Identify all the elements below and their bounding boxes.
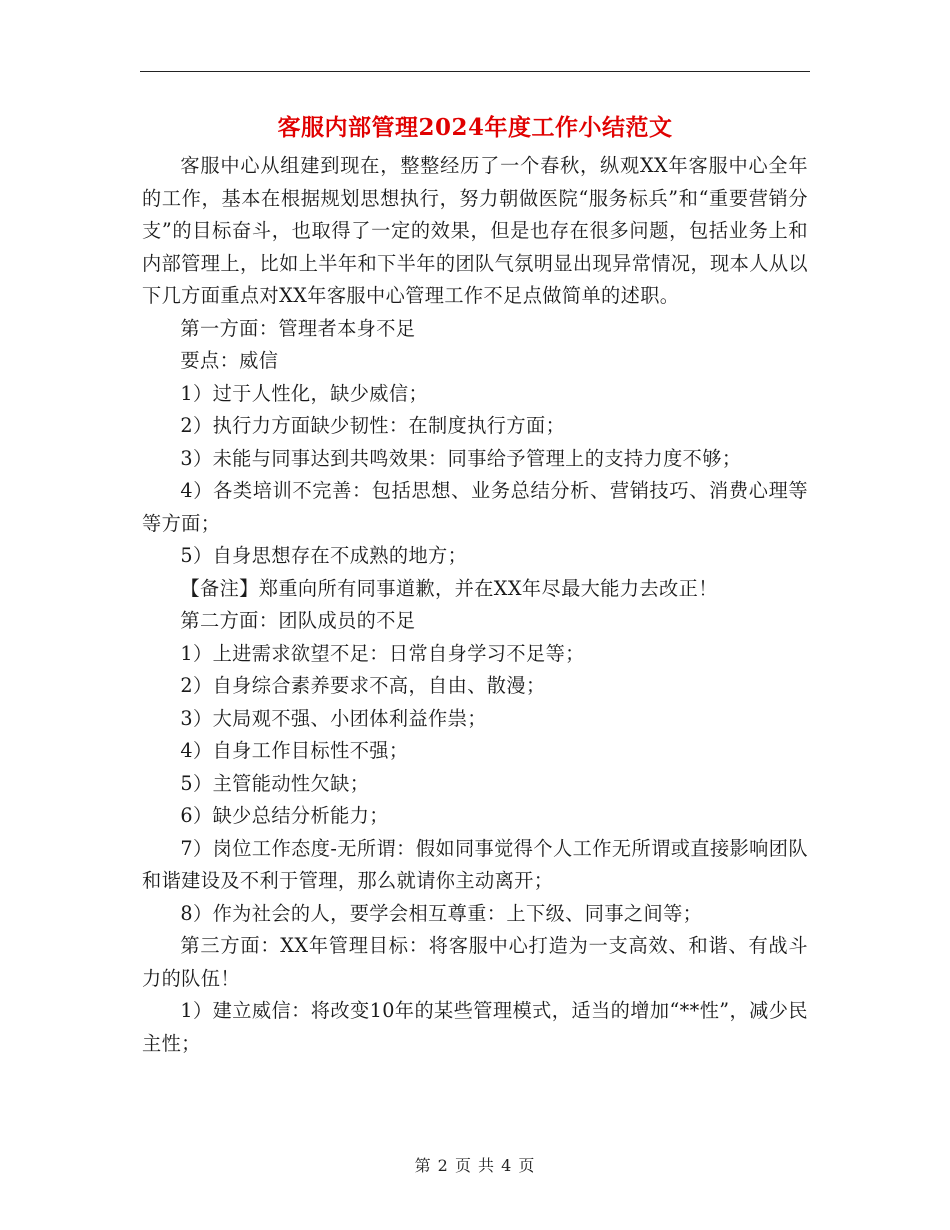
section-1-keypoint: 要点：威信 <box>180 349 279 372</box>
list-item: 5）主管能动性欠缺； <box>180 771 370 795</box>
list-item: 8）作为社会的人，要学会相互尊重：上下级、同事之间等； <box>180 901 703 925</box>
intro-paragraph: 客服中心从组建到现在，整整经历了一个春秋，纵观XX年客服中心全年的工作，基本在根据规划思想执行，努力朝做医院“服务标兵”和“重要营销分支”的目标奋斗，也取得了一定的效果，但是也存在很多问题，包括业务上和内部管理上，比如上半年和下半年的团队气氛明显出现异常情况，现本人从以下几方面重点对XX年客服中心管理工作不足点做简单的述职。 <box>142 154 808 307</box>
page-number-footer: 第 2 页 共 4 页 <box>414 1156 536 1175</box>
list-item: 2）执行力方面缺少韧性：在制度执行方面； <box>180 414 566 437</box>
list-item: 6）缺少总结分析能力； <box>180 804 389 827</box>
list-item: 4）各类培训不完善：包括思想、业务总结分析、营销技巧、消费心理等等方面； <box>142 479 808 535</box>
list-item: 3）未能与同事达到共鸣效果：同事给予管理上的支持力度不够； <box>180 446 742 470</box>
document-title: 客服内部管理2024年度工作小结范文 <box>277 114 673 141</box>
section-1-heading: 第一方面：管理者本身不足 <box>180 316 416 340</box>
document-body <box>142 150 808 1060</box>
section-3-heading: 第三方面：XX年管理目标：将客服中心打造为一支高效、和谐、有战斗力的队伍！ <box>142 934 808 990</box>
list-item: 4）自身工作目标性不强； <box>180 739 409 762</box>
list-item: 2）自身综合素养要求不高，自由、散漫； <box>180 674 546 697</box>
list-item: 1）上进需求欲望不足：日常自身学习不足等； <box>180 641 585 665</box>
list-item: 1）过于人性化，缺少威信； <box>180 381 429 405</box>
list-item: 7）岗位工作态度-无所谓：假如同事觉得个人工作无所谓或直接影响团队和谐建设及不利于管理，那么就请你主动离开； <box>142 836 808 892</box>
section-2-heading: 第二方面：团队成员的不足 <box>180 609 416 632</box>
remark-paragraph: 【备注】郑重向所有同事道歉，并在XX年尽最大能力去改正！ <box>180 576 718 600</box>
list-item: 1）建立威信：将改变10年的某些管理模式，适当的增加“**性”，减少民主性； <box>142 999 808 1055</box>
header-rule <box>140 71 810 72</box>
list-item: 5）自身思想存在不成熟的地方； <box>180 544 468 567</box>
list-item: 3）大局观不强、小团体利益作祟； <box>180 706 487 730</box>
